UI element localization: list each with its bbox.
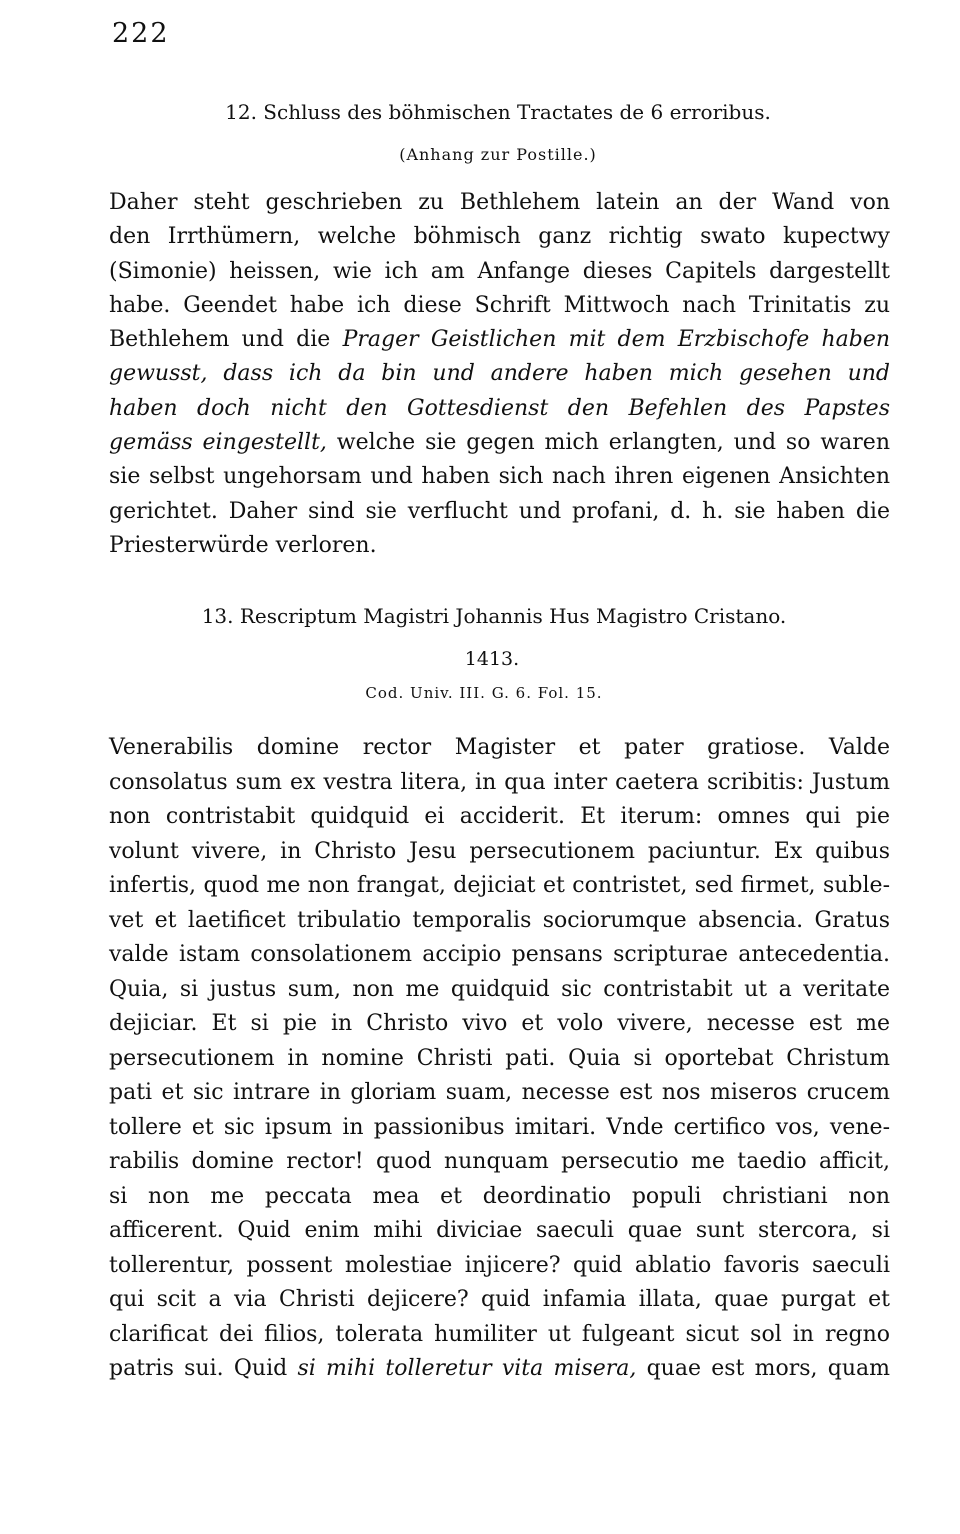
text-segment: welche sie gegen mich erlangten, und so waren <box>326 430 890 456</box>
text-line <box>109 1283 890 1318</box>
text-segment: Venerabilis domine rector Magister et pater gratiose. Valde <box>109 735 890 760</box>
text-segment: dejiciar. Et si pie in Christo vivo et volo vivere, necesse est me <box>109 1011 890 1036</box>
text-line <box>109 731 890 766</box>
text-line <box>109 1352 890 1387</box>
text-line <box>109 460 890 494</box>
text-line <box>109 835 890 870</box>
text-segment: (Simonie) heissen, wie ich am Anfange dieses Capitels dargestellt <box>109 258 890 284</box>
text-line <box>109 1111 890 1146</box>
text-segment: rabilis domine rector! quod nunquam persecutio me taedio afficit, <box>109 1149 890 1174</box>
text-line <box>109 186 890 220</box>
text-segment: pati et sic intrare in gloriam suam, necesse est nos miseros crucem <box>109 1080 890 1105</box>
page-number: 222 <box>112 18 170 49</box>
section-12-subtitle: (Anhang zur Postille.) <box>399 145 597 164</box>
text-line <box>109 1214 890 1249</box>
section-13-year: 1413. <box>464 648 520 670</box>
text-segment: gerichtet. Daher sind sie verflucht und profani, d. h. sie haben die <box>109 498 890 524</box>
text-line <box>109 973 890 1008</box>
italic-text: gewusst, dass ich da bin und andere haben mich gesehen und <box>109 361 890 387</box>
section-13-title: 13. Rescriptum Magistri Johannis Hus Magistro Cristano. <box>201 604 787 628</box>
text-line <box>109 357 890 391</box>
text-line <box>109 220 890 254</box>
text-line <box>109 1007 890 1042</box>
text-segment: valde istam consolationem accipio pensans scripturae antecedentia. <box>109 942 890 967</box>
text-segment: vet et laetificet tribulatio temporalis sociorumque absencia. Gratus <box>109 907 890 933</box>
text-segment: Bethlehem und die <box>109 327 343 353</box>
text-line <box>109 800 890 835</box>
text-line <box>109 426 890 460</box>
text-segment: patris sui. Quid <box>109 1356 298 1381</box>
text-line <box>109 392 890 426</box>
section-13-source: Cod. Univ. III. G. 6. Fol. 15. <box>365 684 603 702</box>
text-segment: persecutionem in nomine Christi pati. Quia si oportebat Christum <box>109 1045 890 1071</box>
text-line <box>109 289 890 323</box>
text-segment: qui scit a via Christi dejicere? quid infamia illata, quae purgat et <box>109 1287 890 1312</box>
text-segment: clarificat dei filios, tolerata humiliter ut fulgeant sicut sol in regno <box>109 1321 890 1347</box>
text-line <box>109 1180 890 1215</box>
text-segment: non contristabit quidquid ei acciderit. Et iterum: omnes qui pie <box>109 804 890 829</box>
text-line <box>109 766 890 801</box>
text-line <box>109 1249 890 1284</box>
text-line <box>109 323 890 357</box>
text-line <box>109 1076 890 1111</box>
text-segment: Priesterwürde verloren. <box>109 532 377 558</box>
italic-text: gemäss eingestellt, <box>109 430 327 456</box>
text-line <box>109 938 890 973</box>
text-segment: volunt vivere, in Christo Jesu persecutionem paciuntur. Ex quibus <box>109 838 890 864</box>
text-segment: habe. Geendet habe ich diese Schrift Mittwoch nach Trinitatis zu <box>109 292 890 318</box>
text-segment: Daher steht geschrieben zu Bethlehem latein an der Wand von <box>109 190 890 215</box>
text-line <box>109 1318 890 1353</box>
text-segment: tollere et sic ipsum in passionibus imitari. Vnde certifico vos, vene- <box>109 1114 890 1140</box>
text-segment: quae est mors, quam <box>636 1356 890 1381</box>
text-segment: infertis, quod me non frangat, dejiciat et contristet, sed firmet, suble- <box>109 873 890 898</box>
text-line <box>109 1145 890 1180</box>
text-line <box>109 529 890 563</box>
text-segment: tollerentur, possent molestiae injicere? quid ablatio favoris saeculi <box>109 1252 890 1278</box>
section-12-title: 12. Schluss des böhmischen Tractates de 6 erroribus. <box>225 100 771 124</box>
text-segment: afficerent. Quid enim mihi diviciae saeculi quae sunt stercora, si <box>109 1218 890 1243</box>
text-segment: sie selbst ungehorsam und haben sich nach ihren eigenen Ansichten <box>109 464 890 490</box>
text-line <box>109 495 890 529</box>
text-line <box>109 904 890 939</box>
section-13-paragraph <box>109 731 890 1387</box>
italic-text: Prager Geistlichen mit dem Erzbischofe haben <box>342 327 891 353</box>
text-line <box>109 255 890 289</box>
section-12-paragraph <box>109 186 890 563</box>
italic-text: haben doch nicht den Gottesdienst den Befehlen des Papstes <box>109 395 890 421</box>
text-segment: den Irrthümern, welche böhmisch ganz richtig swato kupectwy <box>109 224 890 250</box>
text-line <box>109 1042 890 1077</box>
text-segment: si non me peccata mea et deordinatio populi christiani non <box>109 1183 890 1209</box>
italic-text: si mihi tolleretur vita misera, <box>297 1356 637 1381</box>
text-line <box>109 869 890 904</box>
text-segment: Quia, si justus sum, non me quidquid sic contristabit ut a veritate <box>109 976 890 1002</box>
text-segment: consolatus sum ex vestra litera, in qua inter caetera scribitis: Justum <box>109 769 890 795</box>
